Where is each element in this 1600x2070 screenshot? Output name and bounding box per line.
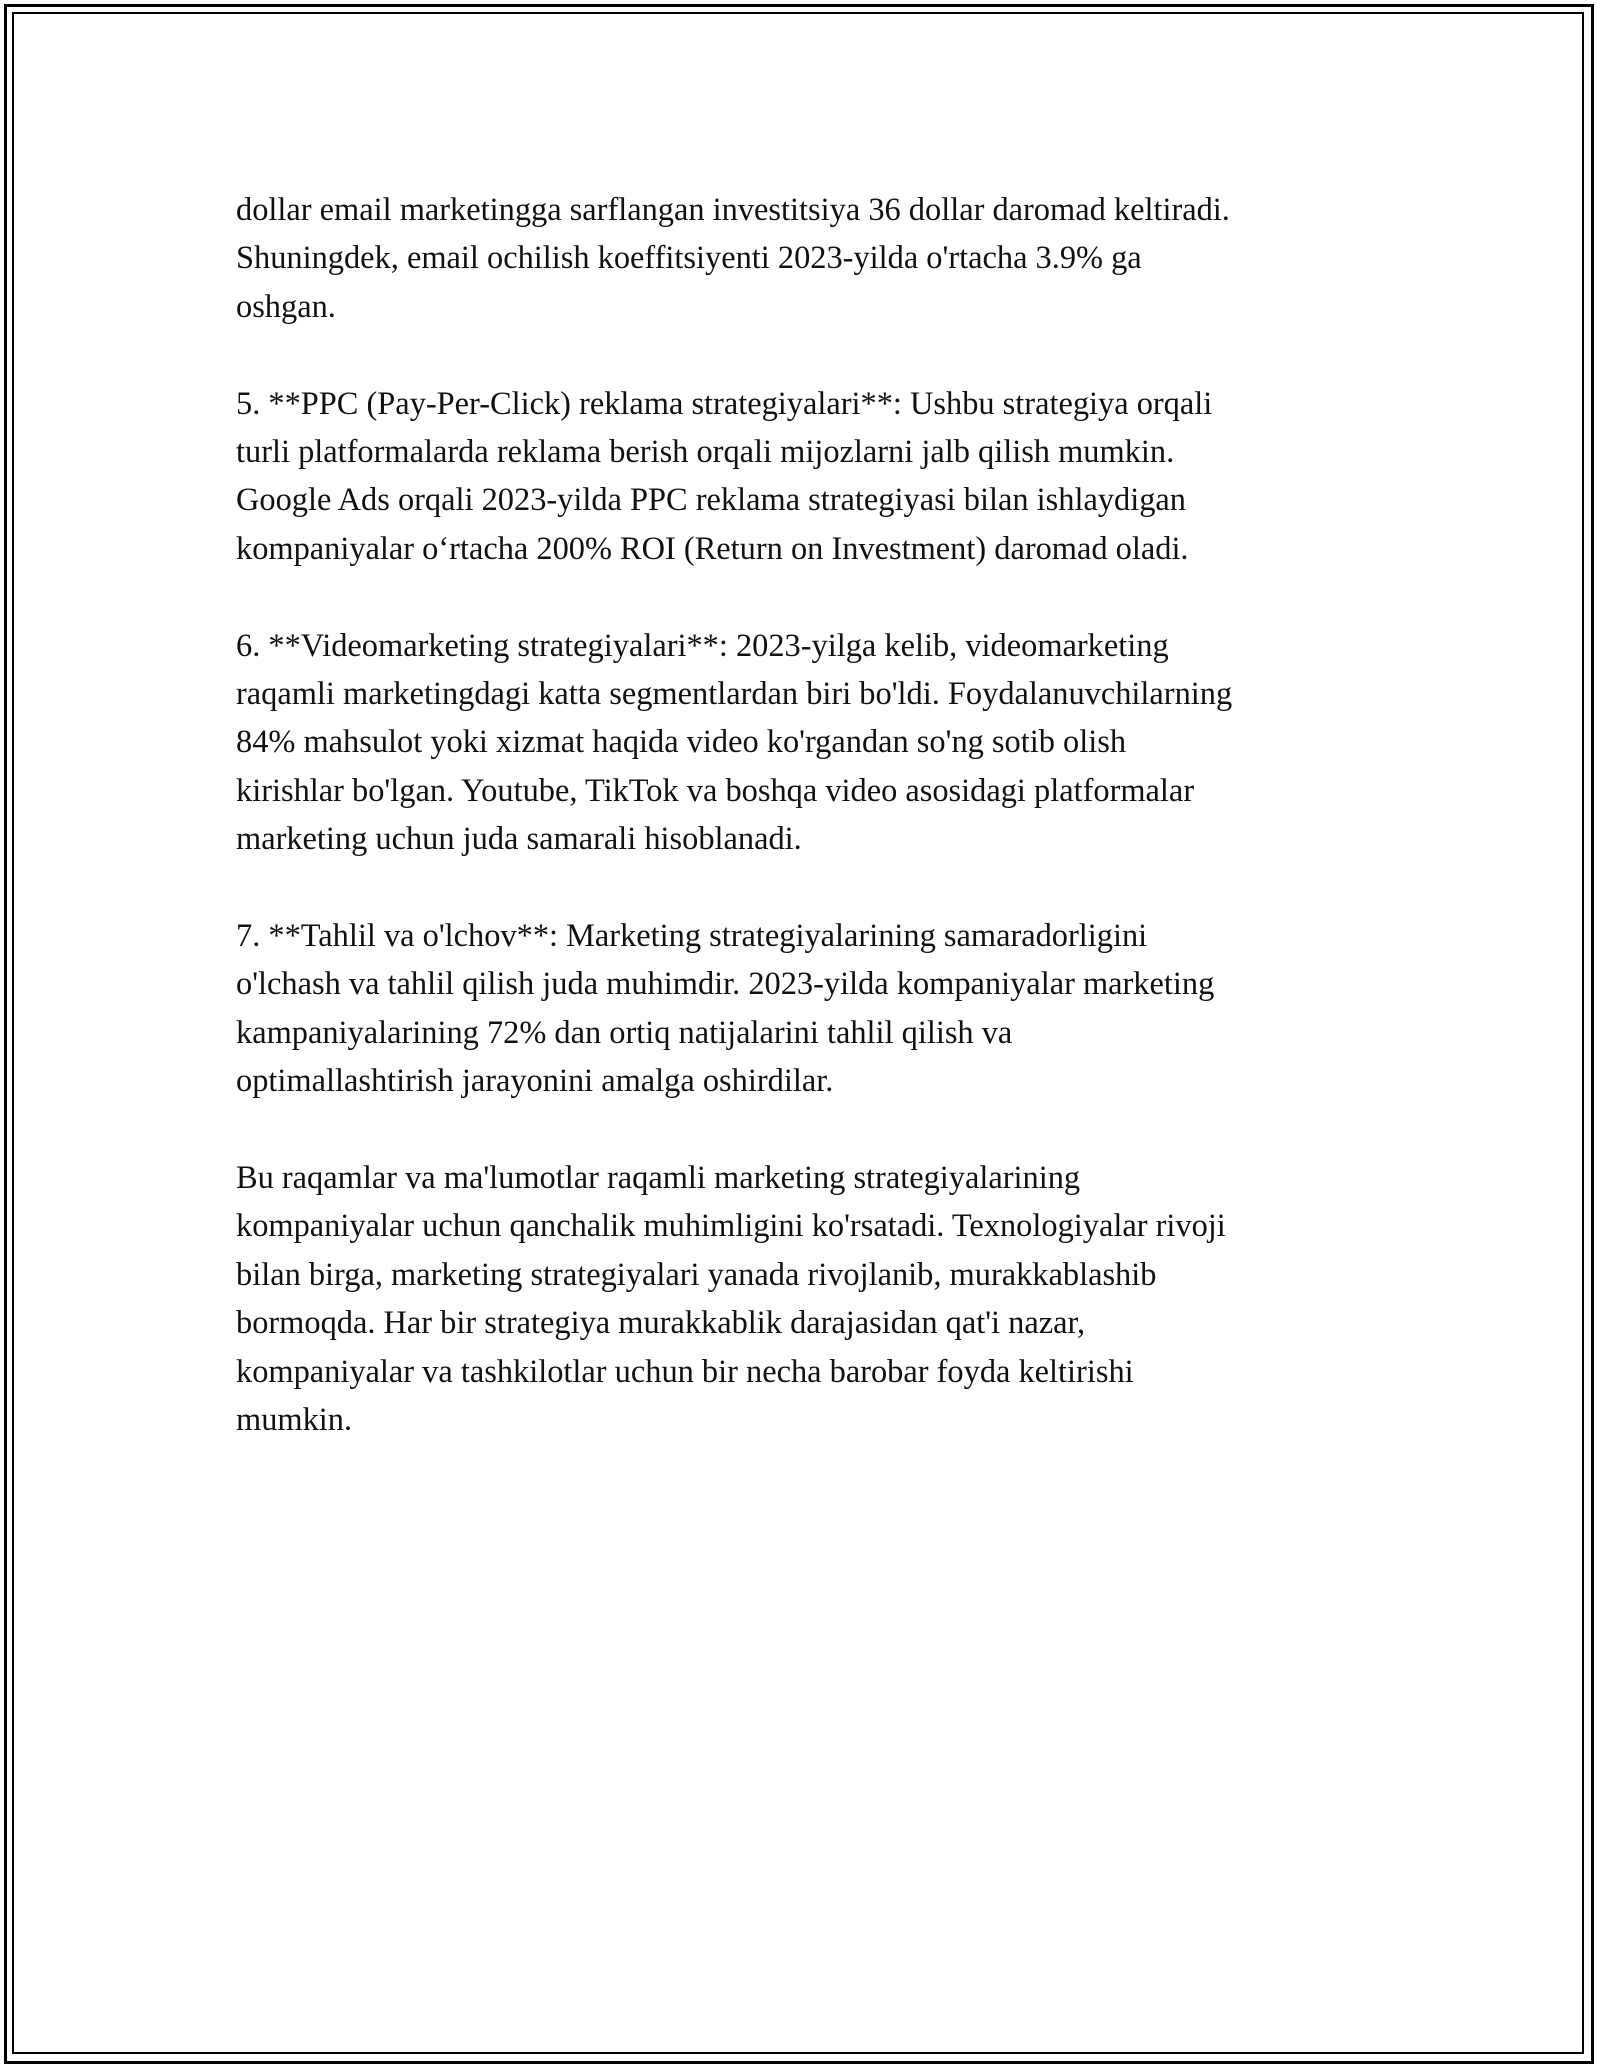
paragraph-ppc [236,380,1406,574]
text-line: turli platformalarda reklama berish orqali mijozlarni jalb qilish mumkin. [236,434,1175,471]
text-line: mumkin. [236,1402,353,1439]
paragraph-videomarketing [236,622,1406,864]
text-line: o'lchash va tahlil qilish juda muhimdir. 2023-yilda kompaniyalar marketing [236,966,1215,1003]
text-line: marketing uchun juda samarali hisoblanadi. [236,821,802,858]
text-line: oshgan. [236,288,336,325]
text-line: kompaniyalar uchun qanchalik muhimligini ko'rsatadi. Texnologiyalar rivoji [236,1208,1226,1245]
paragraph-intro-continuation [236,186,1406,331]
text-line: Shuningdek, email ochilish koeffitsiyenti 2023-yilda o'rtacha 3.9% ga [236,240,1142,277]
text-line: kompaniyalar o‘rtacha 200% ROI (Return on Investment) daromad oladi. [236,530,1189,567]
text-line: raqamli marketingdagi katta segmentlardan biri bo'ldi. Foydalanuvchilarning [236,676,1233,713]
text-line: Bu raqamlar va ma'lumotlar raqamli marketing strategiyalarining [236,1160,1081,1197]
text-line: 84% mahsulot yoki xizmat haqida video ko'rgandan so'ng sotib olish [236,724,1127,761]
text-line: dollar email marketingga sarflangan investitsiya 36 dollar daromad keltiradi. [236,192,1230,228]
text-line: kompaniyalar va tashkilotlar uchun bir necha barobar foyda keltirishi [236,1353,1134,1390]
text-line: Google Ads orqali 2023-yilda PPC reklama strategiyasi bilan ishlaydigan [236,482,1186,519]
text-line: 7. **Tahlil va o'lchov**: Marketing strategiyalarining samaradorligini [236,918,1148,955]
document-body [236,186,1406,1493]
text-line: bormoqda. Har bir strategiya murakkablik darajasidan qat'i nazar, [236,1305,1086,1342]
paragraph-conclusion [236,1154,1406,1444]
text-line: 6. **Videomarketing strategiyalari**: 2023-yilga kelib, videomarketing [236,627,1169,664]
paragraph-tahlil [236,912,1406,1106]
text-line: kampaniyalarining 72% dan ortiq natijalarini tahlil qilish va [236,1014,1013,1051]
text-line: bilan birga, marketing strategiyalari yanada rivojlanib, murakkablashib [236,1256,1157,1293]
text-line: optimallashtirish jarayonini amalga oshirdilar. [236,1063,834,1100]
text-line: 5. **PPC (Pay-Per-Click) reklama strategiyalari**: Ushbu strategiya orqali [236,385,1213,422]
text-line: kirishlar bo'lgan. Youtube, TikTok va boshqa video asosidagi platformalar [236,772,1195,809]
